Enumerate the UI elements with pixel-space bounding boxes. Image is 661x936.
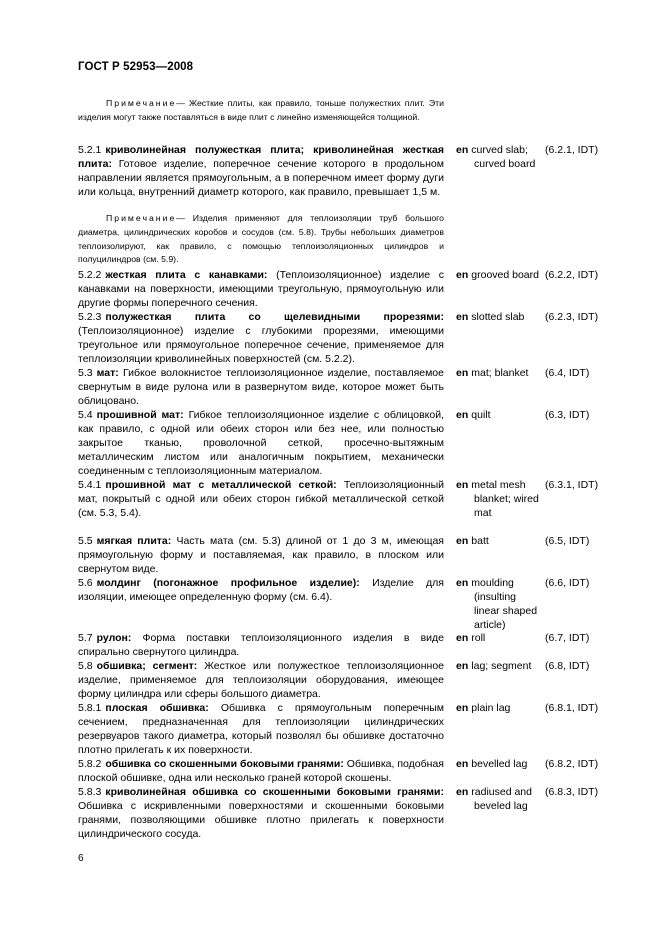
- entry-equivalent: [456, 659, 540, 673]
- entry-equivalent: [456, 576, 540, 632]
- entry-equivalent: [456, 478, 540, 520]
- entry-number: 5.8.1: [78, 702, 102, 714]
- english-term: bevelled lag: [471, 758, 528, 770]
- entry-number: 5.3: [78, 367, 93, 379]
- entry-number: 5.4: [78, 409, 93, 421]
- lang-code: en: [456, 577, 469, 589]
- english-term: curved slab; curved board: [471, 144, 536, 171]
- lang-code: en: [456, 786, 469, 798]
- entry-term: прошивной мат с металлической сеткой:: [105, 479, 337, 491]
- note-label: Примечание: [106, 213, 177, 223]
- entry-number: 5.2.3: [78, 311, 102, 323]
- note-1: [78, 97, 444, 125]
- lang-code: en: [456, 758, 469, 770]
- entry-term: рулон:: [96, 632, 132, 644]
- entry-definition: Изделие для изоляции, имеющее определенную форму (см. 6.4).: [78, 577, 444, 604]
- entry-reference: (6.3.1, IDT): [545, 479, 599, 491]
- entry-reference: (6.8.2, IDT): [545, 758, 599, 770]
- entry-5-3: [78, 366, 444, 408]
- entry-reference: (6.4, IDT): [545, 367, 590, 379]
- lang-code: en: [456, 409, 469, 421]
- entry-term: обшивка; сегмент:: [96, 660, 198, 672]
- entry-number: 5.8.3: [78, 786, 102, 798]
- lang-code: en: [456, 311, 469, 323]
- lang-code: en: [456, 367, 469, 379]
- entry-definition: Жесткое или полужесткое теплоизоляционное изделие, применяемое для теплоизоляции оборудования, имеющее форму цилиндра или сферы большого диаметра.: [78, 660, 445, 701]
- entry-number: 5.4.1: [78, 479, 102, 491]
- entry-term: жесткая плита с канавками:: [105, 269, 268, 281]
- entry-equivalent: [456, 534, 540, 548]
- entry-term: криволинейная обшивка со скошенными боковыми гранями:: [105, 786, 444, 798]
- entry-5-8-1: [78, 701, 444, 757]
- entry-equivalent: [456, 785, 540, 813]
- english-term: slotted slab: [471, 311, 525, 323]
- entry-definition: (Теплоизоляционное) изделие с канавками на поверхности, имеющими треугольную, прямоугольную или другие формы поперечного сечения.: [78, 269, 444, 310]
- entry-number: 5.6: [78, 577, 93, 589]
- entry-5-4: [78, 408, 444, 478]
- lang-code: en: [456, 660, 469, 672]
- entry-reference: (6.2.2, IDT): [545, 269, 599, 281]
- entry-5-8-3: [78, 785, 444, 841]
- english-term: grooved board: [471, 269, 539, 281]
- entry-reference: (6.6, IDT): [545, 577, 590, 589]
- entry-number: 5.8.2: [78, 758, 102, 770]
- lang-code: en: [456, 632, 469, 644]
- note-2: [78, 212, 444, 267]
- lang-code: en: [456, 535, 469, 547]
- english-term: metal mesh blanket; wired mat: [471, 479, 539, 520]
- entry-reference: (6.5, IDT): [545, 535, 590, 547]
- entry-number: 5.2.2: [78, 269, 102, 281]
- english-term: radiused and beveled lag: [471, 786, 532, 813]
- entry-5-2-3: [78, 310, 444, 366]
- entry-5-2-2: [78, 268, 444, 310]
- entry-term: полужесткая плита со щелевидными прорезями:: [105, 311, 444, 323]
- entry-definition: Гибкое теплоизоляционное изделие с облицовкой, как правило, с одной или обеих сторон или без нее, или полностью закрытое тканью, проволочной сеткой, просечно-вытяжным металлическим листом или аналогичным покрытием, механически соединенным с теплоизоляционным материалом.: [78, 409, 444, 478]
- english-term: lag; segment: [471, 660, 532, 672]
- document-header: ГОСТ Р 52953—2008: [78, 61, 194, 73]
- entry-number: 5.2.1: [78, 144, 102, 156]
- entry-definition: Часть мата (см. 5.3) длиной от 1 до 3 м, имеющая прямоугольную форму и поставляемая, как правило, в плоском или свернутом виде.: [78, 535, 444, 576]
- entry-term: мат:: [96, 367, 119, 379]
- entry-definition: Обшивка, подобная плоской обшивке, одна или несколько граней которой скошены.: [78, 758, 444, 785]
- entry-equivalent: [456, 408, 540, 422]
- entry-definition: Готовое изделие, поперечное сечение которого в продольном направлении является прямоугольным, а в поперечном имеет форму дуги или кольца, внутренний диаметр которого, как правило, превышает 1,5 м.: [78, 158, 444, 199]
- entry-equivalent: [456, 268, 540, 282]
- entry-reference: (6.8.1, IDT): [545, 702, 599, 714]
- entry-5-8-2: [78, 757, 444, 785]
- entry-5-7: [78, 631, 444, 659]
- note-text: — Жесткие плиты, как правило, тоньше полужестких плит. Эти изделия могут также поставляться в виде плит с линейно изменяющейся толщиной.: [78, 98, 444, 122]
- english-term: quilt: [471, 409, 491, 421]
- entry-reference: (6.7, IDT): [545, 632, 590, 644]
- entry-term: мягкая плита:: [96, 535, 172, 547]
- english-term: roll: [471, 632, 486, 644]
- lang-code: en: [456, 479, 469, 491]
- entry-reference: (6.8, IDT): [545, 660, 590, 672]
- entry-5-8: [78, 659, 444, 701]
- entry-reference: (6.2.1, IDT): [545, 144, 599, 156]
- entry-5-4-1: [78, 478, 444, 520]
- entry-reference: (6.3, IDT): [545, 409, 590, 421]
- entry-5-5: [78, 534, 444, 576]
- entry-equivalent: [456, 631, 540, 645]
- english-term: moulding (insulting linear shaped article): [471, 577, 538, 632]
- lang-code: en: [456, 702, 469, 714]
- entry-definition: Форма поставки теплоизоляционного изделия в виде спирально свернутого цилиндра.: [78, 632, 444, 659]
- lang-code: en: [456, 144, 469, 156]
- entry-definition: Гибкое волокнистое теплоизоляционное изделие, поставляемое свернутым в виде рулона или в развернутом виде, которое может быть облицовано.: [78, 367, 444, 408]
- page-number: 6: [78, 853, 84, 864]
- entry-number: 5.8: [78, 660, 93, 672]
- entry-term: обшивка со скошенными боковыми гранями:: [105, 758, 344, 770]
- english-term: plain lag: [471, 702, 511, 714]
- entry-number: 5.7: [78, 632, 93, 644]
- entry-definition: Обшивка с искривленными поверхностями и скошенными боковыми гранями, позволяющими обшивке плотно прилегать к поверхности цилиндрического сосуда.: [78, 800, 444, 841]
- entry-term: криволинейная полужесткая плита; криволинейная жесткая плита:: [78, 144, 444, 171]
- entry-definition: Теплоизоляционный мат, покрытый с одной или обеих сторон гибкой металлической сеткой (см. 5.3, 5.4).: [78, 479, 444, 520]
- english-term: mat; blanket: [471, 367, 529, 379]
- entry-equivalent: [456, 366, 540, 380]
- entry-term: плоская обшивка:: [105, 702, 209, 714]
- entry-5-2-1: [78, 143, 444, 199]
- note-text: — Изделия применяют для теплоизоляции труб большого диаметра, цилиндрических коробов и сосудов (см. 5.8). Трубы небольших диаметров теплоизолируют, как правило, с помощью теплоизоляционных цилиндров и полуцилиндров (см. 5.9).: [78, 213, 444, 265]
- lang-code: en: [456, 269, 469, 281]
- english-term: batt: [471, 535, 489, 547]
- entry-equivalent: [456, 757, 540, 771]
- entry-reference: (6.2.3, IDT): [545, 311, 599, 323]
- entry-definition: Обшивка с прямоугольным поперечным сечением, предназначенная для теплоизоляции цилиндрических резервуаров такого диаметра, который позволял бы обшивке достаточно плотно прилегать к их поверхности.: [78, 702, 445, 757]
- entry-equivalent: [456, 143, 540, 171]
- entry-equivalent: [456, 701, 540, 715]
- entry-term: прошивной мат:: [96, 409, 184, 421]
- note-label: Примечание: [106, 98, 177, 108]
- entry-5-6: [78, 576, 444, 604]
- entry-number: 5.5: [78, 535, 93, 547]
- entry-reference: (6.8.3, IDT): [545, 786, 599, 798]
- entry-definition: (Теплоизоляционное) изделие с глубокими прорезями, имеющими треугольное или прямоугольное поперечное сечение, применяемое для теплоизоляции криволинейных поверхностей (см. 5.2.2).: [78, 325, 444, 366]
- entry-equivalent: [456, 310, 540, 324]
- entry-term: молдинг (погонажное профильное изделие):: [96, 577, 360, 589]
